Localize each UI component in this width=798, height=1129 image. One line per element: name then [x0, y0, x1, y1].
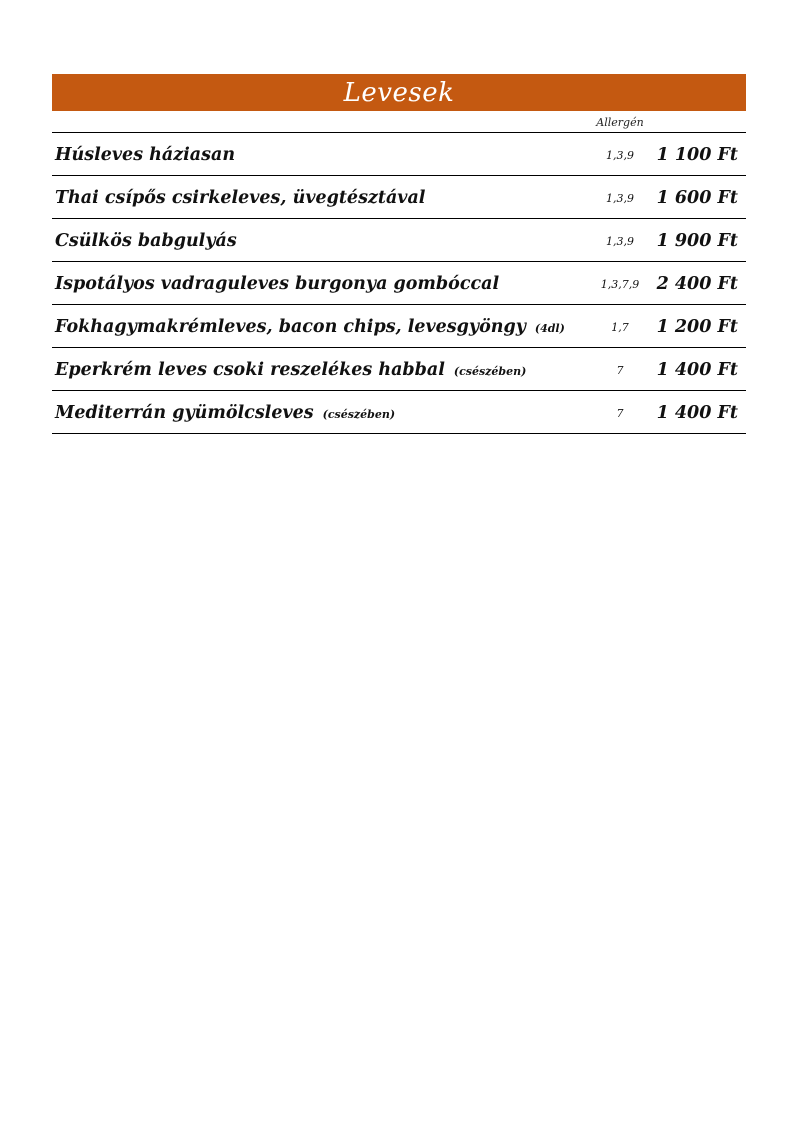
menu-item-name: [55, 317, 565, 337]
menu-item-allergens: 1,3,9: [606, 192, 634, 205]
menu-item-name-text: Fokhagymakrémleves, bacon chips, levesgyöngy: [55, 317, 526, 337]
menu-item-price: 1 100 Ft: [656, 145, 738, 165]
menu-item-name: [55, 274, 508, 294]
menu-item-name-text: Csülkös babgulyás: [55, 231, 237, 251]
menu-item: [52, 391, 746, 434]
menu-item-price: 1 400 Ft: [656, 403, 738, 423]
menu-item-name-text: Eperkrém leves csoki reszelékes habbal: [55, 360, 445, 380]
menu-item-name: [55, 145, 244, 165]
menu-item-allergens: 1,3,9: [606, 149, 634, 162]
menu-item-name: [55, 231, 246, 251]
menu-item-name-text: Húsleves háziasan: [55, 145, 236, 165]
menu-item-price: 1 900 Ft: [656, 231, 738, 251]
menu-item: [52, 262, 746, 305]
menu-item-price: 1 600 Ft: [656, 188, 738, 208]
menu-item-allergens: 1,7: [611, 321, 629, 334]
menu-item-name-text: Thai csípős csirkeleves, üvegtésztával: [55, 188, 426, 208]
menu-item-name-text: Ispotályos vadraguleves burgonya gombóccal: [55, 274, 500, 294]
menu-item: [52, 348, 746, 391]
menu-item-note: (csészében): [322, 408, 396, 421]
menu-item-price: 1 200 Ft: [656, 317, 738, 337]
menu-item-note: (csészében): [453, 365, 527, 378]
menu-item-name: [55, 188, 434, 208]
section-title: Levesek: [343, 77, 455, 108]
menu-item: [52, 219, 746, 262]
menu-item-allergens: 1,3,9: [606, 235, 634, 248]
menu-item-allergens: 1,3,7,9: [600, 278, 640, 291]
menu-item: [52, 305, 746, 348]
menu-item-name: [55, 403, 395, 423]
menu-list: [52, 132, 746, 434]
menu-item-allergens: 7: [616, 407, 624, 420]
menu-item-name: [55, 360, 526, 380]
menu-item: [52, 176, 746, 219]
menu-item-allergens: 7: [616, 364, 624, 377]
menu-item-name-text: Mediterrán gyümölcsleves: [55, 403, 314, 423]
menu-item-price: 1 400 Ft: [656, 360, 738, 380]
menu-item: [52, 133, 746, 176]
title-bar: [52, 74, 746, 111]
menu-item-note: (4dl): [534, 322, 565, 335]
allergen-column-header: Allergén: [596, 116, 644, 129]
menu-item-price: 2 400 Ft: [656, 274, 738, 294]
